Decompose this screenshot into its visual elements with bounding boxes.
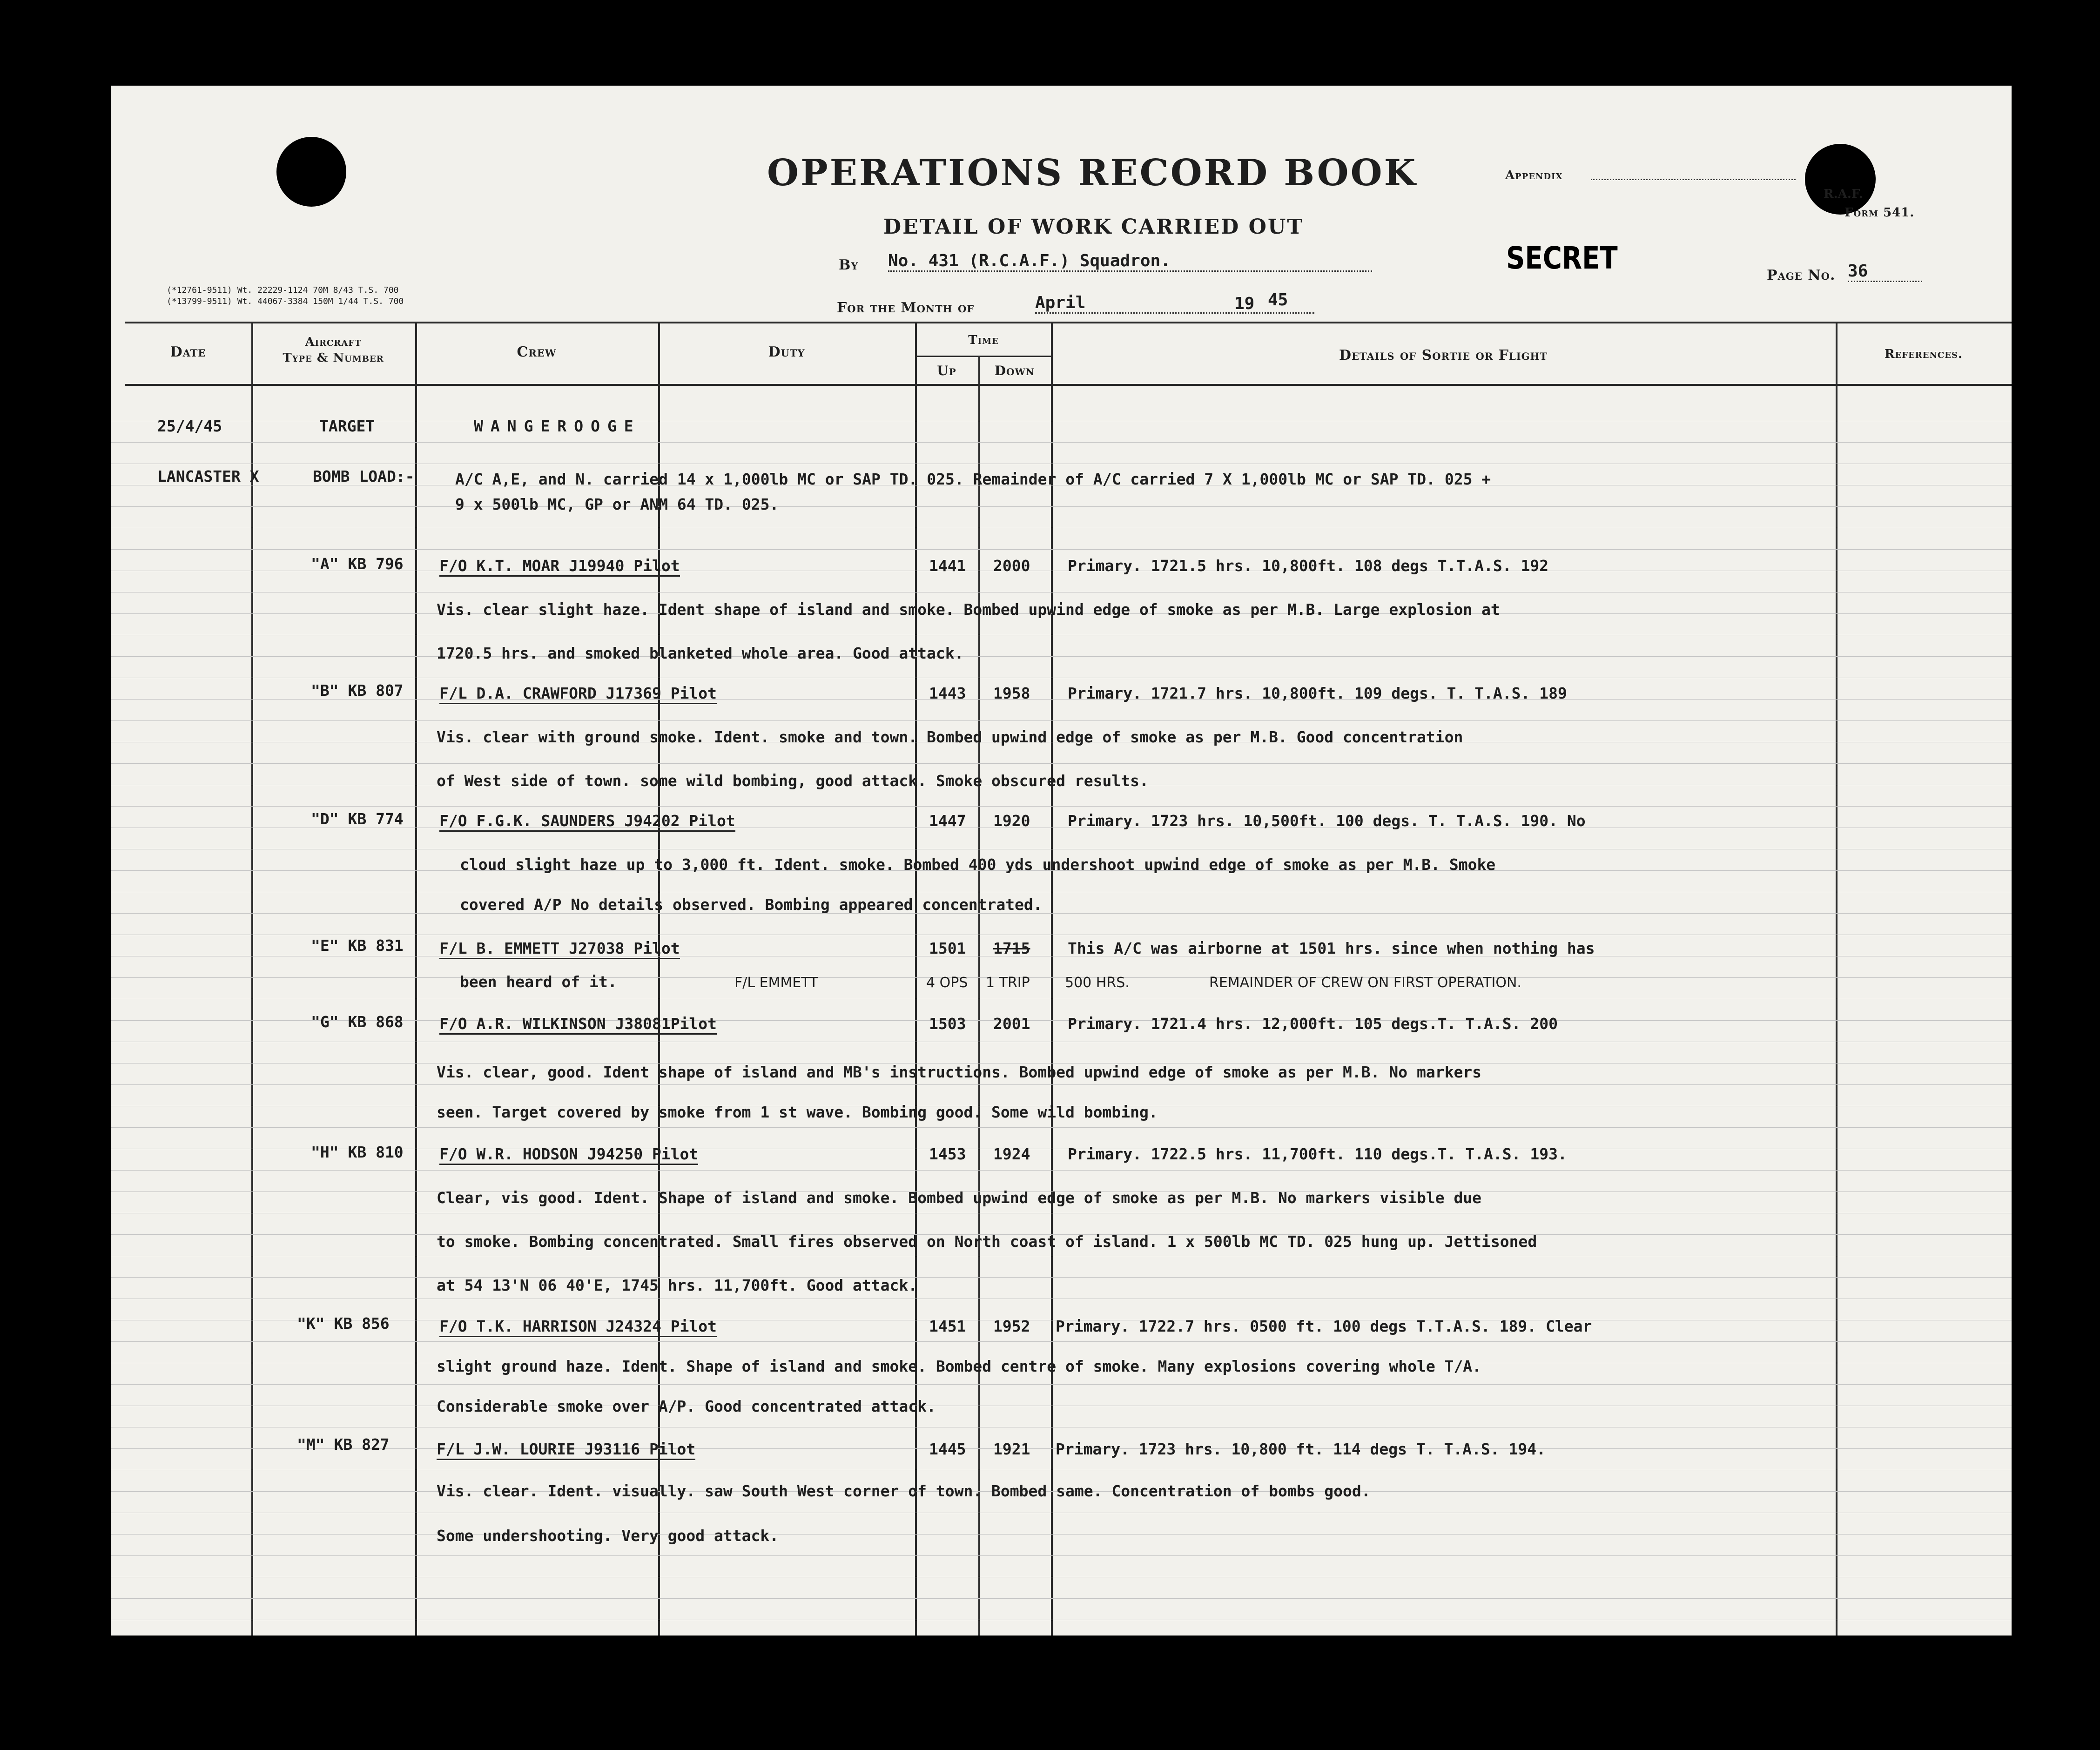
ruled-line bbox=[111, 1170, 2012, 1171]
sortie-g-up: 1503 bbox=[929, 1015, 966, 1033]
sortie-d-crew: F/O F.G.K. SAUNDERS J94202 Pilot bbox=[439, 812, 735, 832]
raf-label: R.A.F. bbox=[1824, 187, 1863, 201]
col-rule-2 bbox=[415, 322, 417, 1636]
sortie-k-up: 1451 bbox=[929, 1317, 966, 1335]
bomb-load-label: BOMB LOAD:- bbox=[313, 467, 415, 485]
entry-date: 25/4/45 bbox=[157, 417, 222, 435]
sortie-g-detail-2: seen. Target covered by smoke from 1 st wave. Bombing good. Some wild bombing. bbox=[437, 1103, 1158, 1121]
by-label: By bbox=[839, 257, 859, 273]
ruled-line bbox=[111, 1084, 2012, 1085]
sortie-k-detail-1: slight ground haze. Ident. Shape of island and smoke. Bombed centre of smoke. Many explosions covering whole T/A. bbox=[437, 1357, 1482, 1375]
year-suffix: 45 bbox=[1268, 290, 1288, 310]
col-rule-3 bbox=[658, 322, 660, 1636]
squadron-value: No. 431 (R.C.A.F.) Squadron. bbox=[888, 251, 1372, 272]
year-prefix: 19 bbox=[1234, 294, 1255, 313]
sortie-e-note-hours: 500 HRS. bbox=[1065, 975, 1130, 991]
col-head-time: Time bbox=[968, 333, 999, 347]
form-number: Form 541. bbox=[1844, 206, 1915, 220]
form-title: OPERATIONS RECORD BOOK bbox=[767, 152, 1418, 194]
sortie-b-detail-1: Vis. clear with ground smoke. Ident. smoke and town. Bombed upwind edge of smoke as per M.B. Good concentration bbox=[437, 728, 1463, 746]
sortie-d-aircraft: "D" KB 774 bbox=[311, 810, 404, 828]
sortie-d-summary: Primary. 1723 hrs. 10,500ft. 100 degs. T. T.A.S. 190. No bbox=[1068, 812, 1586, 830]
sortie-d-up: 1447 bbox=[929, 812, 966, 830]
bomb-load-line-2: 9 x 500lb MC, GP or ANM 64 TD. 025. bbox=[455, 495, 779, 513]
ruled-line bbox=[111, 549, 2012, 550]
sortie-b-aircraft: "B" KB 807 bbox=[311, 681, 404, 700]
ruled-line bbox=[111, 656, 2012, 657]
col-head-crew: Crew bbox=[517, 344, 557, 360]
ruled-line bbox=[111, 1127, 2012, 1128]
sortie-e-crew: F/L B. EMMETT J27038 Pilot bbox=[439, 939, 680, 959]
form-subtitle: DETAIL OF WORK CARRIED OUT bbox=[883, 215, 1304, 239]
sortie-d-detail-1: cloud slight haze up to 3,000 ft. Ident. smoke. Bombed 400 yds undershoot upwind edge of smoke as per M.B. Smoke bbox=[460, 855, 1496, 874]
target-name: WANGEROOGE bbox=[474, 417, 641, 435]
sortie-d-down: 1920 bbox=[993, 812, 1030, 830]
col-head-aircraft-2: Type & Number bbox=[283, 351, 384, 365]
sortie-e-summary: This A/C was airborne at 1501 hrs. since when nothing has bbox=[1068, 939, 1595, 957]
ruled-line bbox=[111, 806, 2012, 807]
col-head-date: Date bbox=[170, 344, 206, 360]
sortie-m-crew: F/L J.W. LOURIE J93116 Pilot bbox=[437, 1440, 695, 1460]
table-top-rule bbox=[125, 322, 2012, 323]
ruled-line bbox=[111, 720, 2012, 721]
aircraft-type: LANCASTER X bbox=[157, 467, 259, 485]
punch-hole-left bbox=[276, 137, 346, 207]
sortie-g-detail-1: Vis. clear, good. Ident shape of island and MB's instructions. Bombed upwind edge of smoke as per M.B. No markers bbox=[437, 1063, 1482, 1081]
ruled-line bbox=[111, 1598, 2012, 1599]
col-head-aircraft: Aircraft bbox=[305, 335, 362, 349]
sortie-m-summary: Primary. 1723 hrs. 10,800 ft. 114 degs T. T.A.S. 194. bbox=[1056, 1440, 1546, 1458]
ruled-line bbox=[111, 506, 2012, 507]
sortie-b-summary: Primary. 1721.7 hrs. 10,800ft. 109 degs. T. T.A.S. 189 bbox=[1068, 684, 1567, 702]
page-number-value: 36 bbox=[1848, 262, 1922, 282]
sortie-d-detail-2: covered A/P No details observed. Bombing appeared concentrated. bbox=[460, 895, 1043, 914]
ruled-line bbox=[111, 763, 2012, 764]
sortie-m-detail-2: Some undershooting. Very good attack. bbox=[437, 1527, 779, 1545]
sortie-e-note-remainder: REMAINDER OF CREW ON FIRST OPERATION. bbox=[1209, 975, 1521, 991]
sortie-k-summary: Primary. 1722.7 hrs. 0500 ft. 100 degs T.T.A.S. 189. Clear bbox=[1056, 1317, 1592, 1335]
appendix-blank bbox=[1591, 179, 1796, 180]
table-head-rule bbox=[125, 384, 2012, 386]
ruled-line bbox=[111, 1534, 2012, 1535]
sortie-m-aircraft: "M" KB 827 bbox=[297, 1435, 390, 1454]
sortie-e-note-trip: 1 TRIP bbox=[986, 975, 1030, 991]
col-head-down: Down bbox=[994, 363, 1035, 378]
col-rule-4 bbox=[915, 322, 917, 1636]
sortie-h-crew: F/O W.R. HODSON J94250 Pilot bbox=[439, 1145, 698, 1165]
sortie-e-note-ops: 4 OPS bbox=[926, 975, 968, 991]
record-sheet bbox=[111, 86, 2012, 1636]
ruled-line bbox=[111, 1277, 2012, 1278]
sortie-m-up: 1445 bbox=[929, 1440, 966, 1458]
col-head-duty: Duty bbox=[768, 344, 805, 360]
sortie-g-crew: F/O A.R. WILKINSON J38081Pilot bbox=[439, 1015, 717, 1035]
sortie-h-up: 1453 bbox=[929, 1145, 966, 1163]
sortie-m-down: 1921 bbox=[993, 1440, 1030, 1458]
sortie-e-down: 1715 bbox=[993, 939, 1030, 957]
sortie-h-aircraft: "H" KB 810 bbox=[311, 1143, 404, 1161]
sortie-k-crew: F/O T.K. HARRISON J24324 Pilot bbox=[439, 1317, 717, 1337]
sortie-b-up: 1443 bbox=[929, 684, 966, 702]
sortie-a-summary: Primary. 1721.5 hrs. 10,800ft. 108 degs T.T.A.S. 192 bbox=[1068, 557, 1549, 575]
ruled-line bbox=[111, 913, 2012, 914]
sortie-g-aircraft: "G" KB 868 bbox=[311, 1013, 404, 1031]
sortie-m-detail-1: Vis. clear. Ident. visually. saw South West corner of town. Bombed same. Concentration of bombs good. bbox=[437, 1482, 1371, 1500]
col-rule-7 bbox=[1836, 322, 1838, 1636]
sortie-h-down: 1924 bbox=[993, 1145, 1030, 1163]
ruled-line bbox=[111, 442, 2012, 443]
sortie-k-down: 1952 bbox=[993, 1317, 1030, 1335]
ruled-line bbox=[111, 1384, 2012, 1385]
sortie-b-crew: F/L D.A. CRAWFORD J17369 Pilot bbox=[439, 684, 717, 704]
sortie-a-aircraft: "A" KB 796 bbox=[311, 555, 404, 573]
sortie-a-detail-2: 1720.5 hrs. and smoked blanketed whole area. Good attack. bbox=[437, 644, 964, 662]
sortie-h-detail-2: to smoke. Bombing concentrated. Small fires observed on North coast of island. 1 x 500lb MC TD. 025 hung up. Jettisoned bbox=[437, 1232, 1537, 1251]
sortie-b-down: 1958 bbox=[993, 684, 1030, 702]
ruled-line bbox=[111, 1555, 2012, 1556]
sortie-h-summary: Primary. 1722.5 hrs. 11,700ft. 110 degs.T. T.A.S. 193. bbox=[1068, 1145, 1567, 1163]
sortie-h-detail-1: Clear, vis good. Ident. Shape of island and smoke. Bombed upwind edge of smoke as per M.B. No markers visible due bbox=[437, 1189, 1482, 1207]
col-rule-5 bbox=[978, 356, 980, 1636]
col-head-details: Details of Sortie or Flight bbox=[1339, 347, 1548, 363]
sortie-h-detail-3: at 54 13'N 06 40'E, 1745 hrs. 11,700ft. Good attack. bbox=[437, 1276, 918, 1294]
sortie-e-note-name: F/L EMMETT bbox=[734, 975, 818, 991]
secret-stamp: SECRET bbox=[1506, 240, 1618, 276]
sortie-g-summary: Primary. 1721.4 hrs. 12,000ft. 105 degs.T. T.A.S. 200 bbox=[1068, 1015, 1558, 1033]
bomb-load-line-1: A/C A,E, and N. carried 14 x 1,000lb MC or SAP TD. 025. Remainder of A/C carried 7 X 1,000lb MC or SAP TD. 025 + bbox=[455, 470, 1491, 488]
sortie-a-down: 2000 bbox=[993, 557, 1030, 575]
page-number-label: Page No. bbox=[1767, 267, 1836, 283]
sortie-e-up: 1501 bbox=[929, 939, 966, 957]
sortie-b-detail-2: of West side of town. some wild bombing, good attack. Smoke obscured results. bbox=[437, 772, 1149, 790]
print-code: (*12761-9511) Wt. 22229-1124 70M 8/43 T.S. 700 (*13799-9511) Wt. 44067-3384 150M 1/44 T.S. 700 bbox=[167, 285, 404, 306]
ruled-line bbox=[111, 1341, 2012, 1342]
punch-hole-right bbox=[1805, 144, 1876, 215]
col-head-references: References. bbox=[1884, 347, 1963, 361]
sortie-a-crew: F/O K.T. MOAR J19940 Pilot bbox=[439, 557, 680, 577]
sortie-g-down: 2001 bbox=[993, 1015, 1030, 1033]
sortie-k-aircraft: "K" KB 856 bbox=[297, 1314, 390, 1333]
sortie-a-detail-1: Vis. clear slight haze. Ident shape of island and smoke. Bombed upwind edge of smoke as per M.B. Large explosion at bbox=[437, 600, 1500, 619]
time-split-rule bbox=[915, 356, 1052, 357]
col-rule-1 bbox=[251, 322, 253, 1636]
month-value: April bbox=[1035, 293, 1314, 314]
ruled-line bbox=[111, 977, 2012, 978]
sortie-e-aircraft: "E" KB 831 bbox=[311, 936, 404, 955]
col-rule-6 bbox=[1051, 322, 1053, 1636]
appendix-label: Appendix bbox=[1505, 168, 1563, 182]
target-label: TARGET bbox=[319, 417, 375, 435]
sortie-k-detail-2: Considerable smoke over A/P. Good concentrated attack. bbox=[437, 1397, 936, 1415]
month-label: For the Month of bbox=[837, 300, 975, 316]
sortie-a-up: 1441 bbox=[929, 557, 966, 575]
sortie-e-detail-1: been heard of it. bbox=[460, 973, 617, 991]
col-head-up: Up bbox=[937, 363, 956, 378]
